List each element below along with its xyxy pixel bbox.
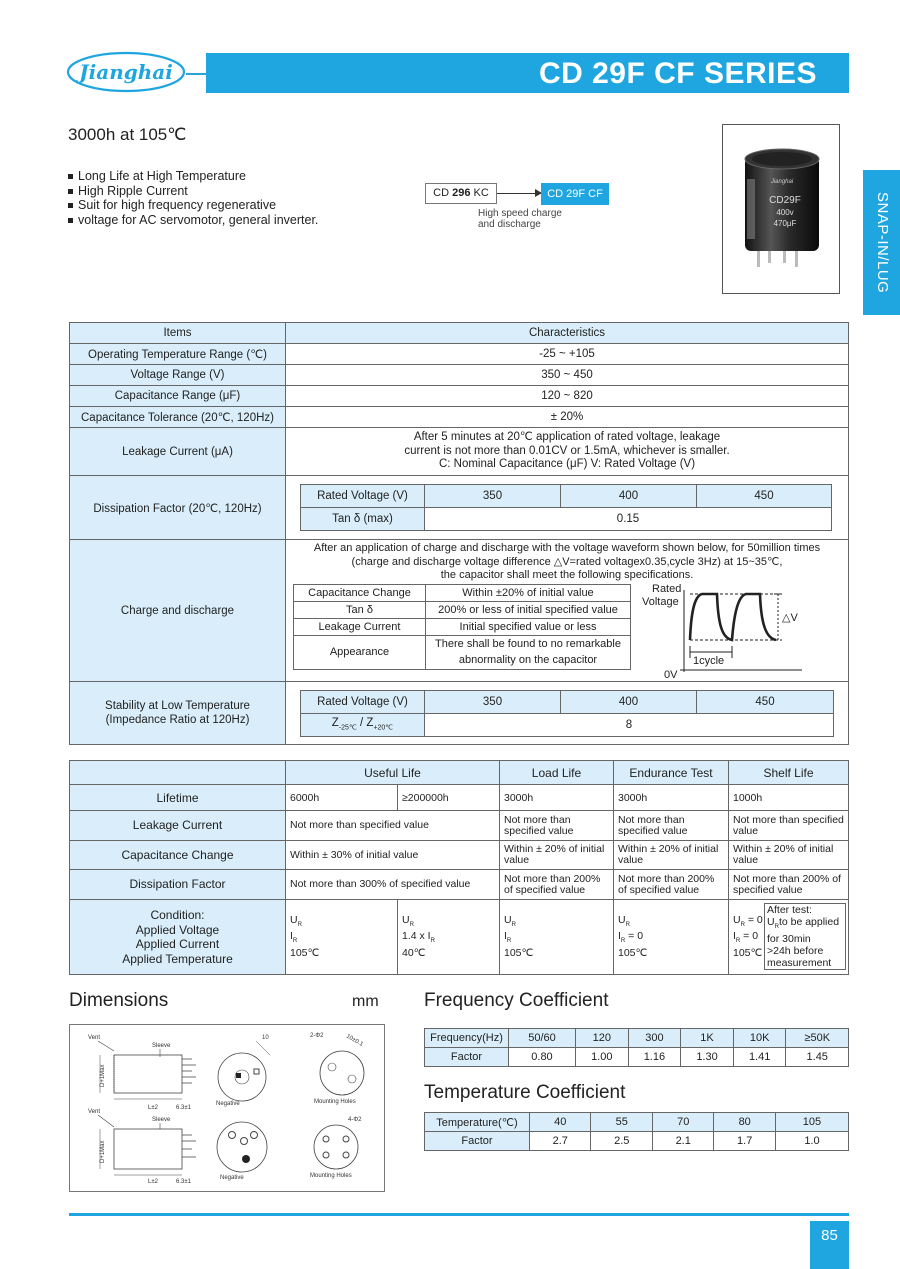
stab-rv-label: Rated Voltage (V) (301, 690, 425, 713)
feature-list (68, 169, 318, 227)
life-cell: ≥200000h (398, 785, 500, 811)
appearance-line: There shall be found to no remarkable (435, 638, 621, 650)
cond-cell (500, 900, 614, 975)
cond-temp: 105℃ (504, 946, 534, 959)
life-cell: Not more than specified value (729, 811, 849, 841)
dim-negative: Negative (216, 1101, 240, 1107)
spec-item: Capacitance Range (μF) (70, 386, 286, 407)
charge-key: Tan δ (294, 601, 426, 618)
spec-df-value (286, 476, 849, 540)
series-from-suffix: KC (470, 187, 489, 199)
cond-label: Applied Temperature (122, 951, 233, 966)
cond-sub: R (506, 938, 512, 945)
freq-factor: 1.00 (575, 1048, 628, 1067)
life-cell: Not more than 200% of specified value (614, 870, 729, 900)
spec-item-leakage: Leakage Current (μA) (70, 428, 286, 476)
life-label: Dissipation Factor (70, 870, 286, 900)
z-symbol: / Z (356, 717, 374, 730)
spec-item: Capacitance Tolerance (20℃, 120Hz) (70, 407, 286, 428)
life-label: Leakage Current (70, 811, 286, 841)
temp-factor: 2.7 (530, 1132, 591, 1151)
temperature-table (424, 1112, 849, 1151)
spec-value: ± 20% (286, 407, 849, 428)
series-arrow (497, 193, 541, 194)
life-label: Capacitance Change (70, 841, 286, 870)
cond-u: U (290, 913, 298, 926)
life-cell: Not more than specified value (500, 811, 614, 841)
cond-eq: = 0 (740, 930, 759, 943)
cond-temp: 105℃ (290, 946, 320, 959)
cond-i: 1.4 x I (402, 930, 431, 943)
charge-line: (charge and discharge voltage difference △V=rated voltagex0.35,cycle 3Hz) at 15~35℃, (351, 555, 783, 568)
temp-factor-label: Factor (425, 1132, 530, 1151)
charge-key: Appearance (294, 635, 426, 669)
temp-factor: 2.1 (652, 1132, 713, 1151)
product-photo-frame (722, 124, 840, 294)
after-line: measurement (767, 957, 832, 970)
stab-volt: 450 (697, 690, 834, 713)
z-sub: +20℃ (373, 724, 394, 732)
freq-cell: 120 (575, 1029, 628, 1048)
after-line: After test: (767, 904, 812, 916)
appearance-line: abnormality on the capacitor (458, 654, 598, 666)
dim-phi2: 2-Φ2 (310, 1033, 324, 1039)
df-volt: 350 (425, 485, 561, 508)
dim-phi10: 10±0.1 (345, 1033, 364, 1048)
life-cell: Not more than specified value (286, 811, 500, 841)
photo-brand: Jianghai (770, 179, 794, 185)
dim-mounting: Mounting Holes (314, 1099, 356, 1105)
life-cell: 6000h (286, 785, 398, 811)
dim-l: L±2 (148, 1179, 158, 1185)
cond-sub: R (409, 921, 414, 928)
df-volt: 450 (697, 485, 832, 508)
dim-phi4: 4-Φ2 (348, 1117, 362, 1123)
df-tan-value: 0.15 (425, 508, 832, 531)
cond-sub: R (620, 938, 626, 945)
df-volt: 400 (561, 485, 697, 508)
cond-temp: 40℃ (402, 946, 426, 959)
feature-item: High Ripple Current (68, 184, 318, 199)
spec-item: Operating Temperature Range (℃) (70, 344, 286, 365)
life-cell: 3000h (500, 785, 614, 811)
dim-vent: Vent (88, 1035, 101, 1041)
photo-cap: 470μF (773, 219, 797, 228)
stab-volt: 350 (425, 690, 561, 713)
footer-line (69, 1213, 849, 1216)
cond-cell (286, 900, 398, 975)
cond-sub: R (740, 921, 745, 928)
charge-key: Capacitance Change (294, 584, 426, 601)
wave-voltage: Voltage (642, 596, 679, 608)
spec-item-charge: Charge and discharge (70, 540, 286, 682)
stability-line: Stability at Low Temperature (105, 700, 250, 712)
cond-sub: R (292, 938, 298, 945)
dim-vent: Vent (88, 1109, 101, 1115)
dimension-diagram (70, 1025, 384, 1191)
leakage-line: C: Nominal Capacitance (μF) V: Rated Voltage (V) (438, 458, 696, 471)
cond-u: U (733, 913, 741, 926)
charge-val: Within ±20% of initial value (426, 584, 631, 601)
dim-negative: Negative (220, 1175, 244, 1181)
side-tab-label: SNAP-IN/LUG (874, 191, 891, 294)
freq-factor: 0.80 (509, 1048, 576, 1067)
frequency-table (424, 1028, 849, 1067)
dim-lead: 6.3±1 (176, 1179, 191, 1185)
dim-dmax: D+1Max (100, 1140, 106, 1163)
series-from-bold: 296 (452, 187, 471, 199)
charge-val (426, 635, 631, 669)
spec-value: 120 ~ 820 (286, 386, 849, 407)
life-label: Lifetime (70, 785, 286, 811)
temp-factor: 1.0 (775, 1132, 848, 1151)
series-from-box (425, 183, 497, 204)
feature-item: Suit for high frequency regenerative (68, 198, 318, 213)
photo-voltage: 400v (776, 208, 794, 217)
cond-label: Condition: (150, 908, 205, 922)
life-table (69, 760, 849, 975)
life-cell: Not more than 300% of specified value (286, 870, 500, 900)
temperature-title: Temperature Coefficient (424, 1082, 626, 1103)
temp-cell: 55 (591, 1113, 652, 1132)
photo-model: CD29F (769, 195, 801, 206)
cond-sub: R (511, 921, 516, 928)
dim-mounting: Mounting Holes (310, 1173, 352, 1179)
cond-sub: R (625, 921, 630, 928)
dimensions-unit: mm (352, 993, 379, 1010)
temp-cell: 40 (530, 1113, 591, 1132)
charge-line: the capacitor shall meet the following specifications. (440, 569, 694, 581)
subtitle: 3000h at 105℃ (68, 125, 187, 144)
stab-volt: 400 (561, 690, 697, 713)
stab-z-label (301, 713, 425, 736)
spec-stability-value (286, 682, 849, 745)
cond-label: Applied Voltage (135, 922, 220, 937)
spec-head-items: Items (70, 323, 286, 344)
cond-cell (398, 900, 500, 975)
leakage-line: current is not more than 0.01CV or 1.5mA, whichever is smaller. (404, 444, 730, 457)
cond-u: U (402, 913, 410, 926)
life-cell: 1000h (729, 785, 849, 811)
life-head: Useful Life (286, 761, 500, 785)
stab-value: 8 (425, 713, 834, 736)
dim-10: 10 (262, 1035, 269, 1041)
wave-dv: △V (782, 612, 798, 624)
life-label-condition (70, 900, 286, 975)
df-rv-label: Rated Voltage (V) (301, 485, 425, 508)
freq-cell: 1K (681, 1029, 734, 1048)
dim-sleeve: Sleeve (152, 1117, 171, 1123)
life-head: Endurance Test (614, 761, 729, 785)
life-cell: Within ± 30% of initial value (286, 841, 500, 870)
feature-item: voltage for AC servomotor, general inverter. (68, 213, 318, 228)
series-note-line: High speed charge (478, 208, 562, 219)
charge-line: After an application of charge and discharge with the voltage waveform shown below, for 50million times (313, 542, 821, 554)
life-head-blank (70, 761, 286, 785)
after-line: >24h before (767, 945, 824, 958)
freq-cell: ≥50K (786, 1029, 849, 1048)
cond-temp: 105℃ (618, 946, 648, 959)
cond-cell (614, 900, 729, 975)
life-cell: Within ± 20% of initial value (500, 841, 614, 870)
dim-lead: 6.3±1 (176, 1105, 191, 1111)
dimensions-drawing (69, 1024, 385, 1192)
dim-dmax: D+1Max (100, 1064, 106, 1087)
after-line: for 30min (767, 933, 811, 946)
wave-cycle: 1cycle (693, 655, 725, 667)
life-cell: Within ± 20% of initial value (729, 841, 849, 870)
life-cell: Not more than specified value (614, 811, 729, 841)
temp-cell: 80 (714, 1113, 775, 1132)
frequency-title: Frequency Coefficient (424, 990, 609, 1011)
freq-factor: 1.16 (628, 1048, 681, 1067)
cond-eq: = 0 (744, 913, 763, 926)
temp-factor: 2.5 (591, 1132, 652, 1151)
spec-item-df: Dissipation Factor (20℃, 120Hz) (70, 476, 286, 540)
z-sub: -25℃ (338, 724, 357, 732)
charge-spec-table (293, 584, 631, 670)
jianghai-logo (66, 50, 186, 94)
freq-factor: 1.41 (733, 1048, 786, 1067)
after-test-box (764, 903, 846, 970)
freq-cell: 300 (628, 1029, 681, 1048)
freq-cell: 10K (733, 1029, 786, 1048)
spec-leakage-value (286, 428, 849, 476)
spec-head-char: Characteristics (286, 323, 849, 344)
series-to-box: CD 29F CF (541, 183, 609, 205)
cond-eq: = 0 (625, 930, 644, 943)
series-note (478, 208, 562, 230)
cond-sub: R (735, 938, 741, 945)
charge-key: Leakage Current (294, 618, 426, 635)
freq-factor: 1.45 (786, 1048, 849, 1067)
after-u: U (767, 916, 775, 928)
cond-u: U (618, 913, 626, 926)
cond-sub: R (297, 921, 302, 928)
cond-cell (729, 900, 849, 975)
temp-cell: 105 (775, 1113, 848, 1132)
cond-sub: R (430, 938, 435, 945)
spec-value: 350 ~ 450 (286, 365, 849, 386)
cond-i: I (618, 930, 621, 943)
series-note-line: and discharge (478, 219, 541, 230)
spec-item: Voltage Range (V) (70, 365, 286, 386)
life-head: Shelf Life (729, 761, 849, 785)
page-number: 85 (810, 1221, 849, 1269)
temp-factor: 1.7 (714, 1132, 775, 1151)
stability-table (300, 690, 834, 737)
cond-i: I (733, 930, 736, 943)
freq-factor-label: Factor (425, 1048, 509, 1067)
spec-value: -25 ~ +105 (286, 344, 849, 365)
wave-0v: 0V (664, 669, 678, 680)
after-sub: R (774, 924, 779, 931)
series-from-prefix: CD (433, 187, 453, 199)
dimensions-title: Dimensions (69, 990, 169, 1011)
logo-text: Jianghai (79, 60, 173, 84)
series-title: CD 29F CF SERIES (206, 53, 849, 93)
spec-item-stability (70, 682, 286, 745)
leakage-line: After 5 minutes at 20℃ application of rated voltage, leakage (413, 431, 721, 444)
freq-label: Frequency(Hz) (425, 1029, 509, 1048)
charge-val: Initial specified value or less (426, 618, 631, 635)
wave-rated: Rated (652, 584, 682, 595)
life-cell: 3000h (614, 785, 729, 811)
capacitor-image (723, 125, 839, 293)
df-table (300, 484, 832, 531)
life-cell: Not more than 200% of specified value (500, 870, 614, 900)
waveform-diagram (642, 584, 812, 680)
cond-u: U (504, 913, 512, 926)
life-head: Load Life (500, 761, 614, 785)
charge-val: 200% or less of initial specified value (426, 601, 631, 618)
dim-sleeve: Sleeve (152, 1043, 171, 1049)
z-symbol: Z (331, 717, 339, 730)
stability-line: (Impedance Ratio at 120Hz) (105, 714, 250, 726)
freq-factor: 1.30 (681, 1048, 734, 1067)
dim-l: L±2 (148, 1105, 158, 1111)
cond-i: I (504, 930, 507, 943)
temp-cell: 70 (652, 1113, 713, 1132)
feature-item: Long Life at High Temperature (68, 169, 318, 184)
temp-label: Temperature(℃) (425, 1113, 530, 1132)
life-cell: Within ± 20% of initial value (614, 841, 729, 870)
cond-i: I (290, 930, 293, 943)
after-line: to be applied (778, 916, 840, 928)
life-cell: Not more than 200% of specified value (729, 870, 849, 900)
df-tan-label: Tan δ (max) (301, 508, 425, 531)
cond-label: Applied Current (135, 937, 220, 951)
spec-charge-value (286, 540, 849, 682)
cond-temp: 105℃ (733, 946, 763, 959)
freq-cell: 50/60 (509, 1029, 576, 1048)
spec-table (69, 322, 849, 745)
